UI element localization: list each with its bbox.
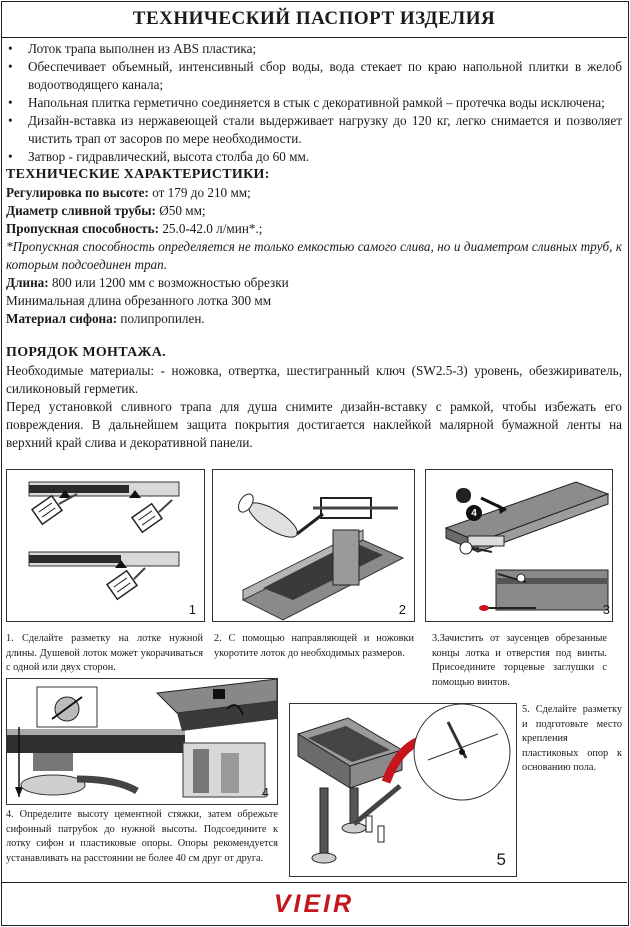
step-3-caption: 3.Зачистить от заусенцев обрезанные концы лотка и отверстия под винты. Присоедините торцевые заглушки с помощью винтов. xyxy=(432,633,607,688)
feature-item: • Обеспечивает объемный, интенсивный сбор воды, вода стекает по краю напольной плитки в желоб водоотводящего канала; xyxy=(6,58,622,94)
document-body xyxy=(6,40,622,452)
step-5-illustration xyxy=(290,704,516,876)
step-3-illustration xyxy=(426,470,612,621)
brand-logo: VIEIR xyxy=(273,889,355,918)
spec-value: Ø50 мм; xyxy=(155,203,206,218)
figure-step-4 xyxy=(6,678,278,805)
spec-height xyxy=(6,184,622,202)
step-2-illustration xyxy=(213,470,414,621)
spec-capacity xyxy=(6,220,622,238)
spec-label: Диаметр сливной трубы: xyxy=(6,203,156,218)
figure-step-3 xyxy=(425,469,613,622)
figure-step-2 xyxy=(212,469,415,622)
spec-value: от 179 до 210 мм; xyxy=(148,185,251,200)
figure-number: 5 xyxy=(496,850,506,869)
figure-number: 2 xyxy=(398,602,406,617)
step-2-caption: 2. С помощью направляющей и ножовки укоротите лоток до необходимых размеров. xyxy=(214,633,414,659)
footer xyxy=(1,882,627,925)
step-5-caption: 5. Сделайте разметку и подготовьте место крепления пластиковых опор к основанию пола. xyxy=(522,704,622,773)
figure-number: 3 xyxy=(602,602,610,617)
step-4-illustration xyxy=(7,679,277,804)
spec-label: Регулировка по высоте: xyxy=(6,185,149,200)
feature-item: • Напольная плитка герметично соединяется в стык с декоративной рамкой – протечка воды исключена; xyxy=(6,94,622,112)
spec-value: 800 или 1200 мм с возможностью обрезки xyxy=(48,275,289,290)
install-intro: Перед установкой сливного трапа для душа снимите дизайн-вставку с рамкой, чтобы избежать его повреждения. В дальнейшем защита покрытия достигается наклейкой малярной бумажной ленты на верхний край слива и декоративной панели. xyxy=(6,399,622,450)
spec-pipe xyxy=(6,202,622,220)
spec-material xyxy=(6,310,622,328)
spec-label: Пропускная способность: xyxy=(6,221,160,236)
figure-number: 1 xyxy=(188,602,196,617)
spec-value: полипропилен. xyxy=(117,311,205,326)
figure-step-1 xyxy=(6,469,205,622)
specs-heading: ТЕХНИЧЕСКИЕ ХАРАКТЕРИСТИКИ: xyxy=(6,167,270,182)
step-1-illustration xyxy=(7,470,204,621)
page-title: ТЕХНИЧЕСКИЙ ПАСПОРТ ИЗДЕЛИЯ xyxy=(1,1,627,38)
feature-item: • Лоток трапа выполнен из ABS пластика; xyxy=(6,40,622,58)
step-1-caption: 1. Сделайте разметку на лотке нужной длины. Душевой лоток может укорачиваться с одной или двух сторон. xyxy=(6,633,203,673)
spec-label: Материал сифона: xyxy=(6,311,118,326)
step-3-badge: 4 xyxy=(466,505,482,521)
figure-number: 4 xyxy=(261,785,269,800)
feature-item: • Дизайн-вставка из нержавеющей стали выдерживает нагрузку до 120 кг, легко снимается и позволяет чистить трап от засоров по мере необходимости. xyxy=(6,112,622,148)
spec-label: Длина: xyxy=(6,275,49,290)
capacity-note: *Пропускная способность определяется не только емкостью самого слива, но и диаметром сливных труб, к которым подсоединен трап. xyxy=(6,239,622,272)
install-materials: Необходимые материалы: - ножовка, отвертка, шестигранный ключ (SW2.5-3) уровень, обезжириватель, силиконовый герметик. xyxy=(6,363,622,396)
feature-list xyxy=(6,40,622,166)
spec-value: 25.0-42.0 л/мин*.; xyxy=(159,221,263,236)
feature-item: • Затвор - гидравлический, высота столба до 60 мм. xyxy=(6,148,622,166)
install-heading: ПОРЯДОК МОНТАЖА. xyxy=(6,345,166,360)
step-4-caption: 4. Определите высоту цементной стяжки, затем обрежьте сифонный патрубок до нужной высоты. Подсоедините к лотку сифон и пластиковые опоры. Опоры рекомендуется устанавливать на расстоянии не более 40 см друг от друга. xyxy=(6,809,278,864)
spec-min-length: Минимальная длина обрезанного лотка 300 мм xyxy=(6,293,272,308)
figure-step-5 xyxy=(289,703,517,877)
spec-length xyxy=(6,274,622,292)
